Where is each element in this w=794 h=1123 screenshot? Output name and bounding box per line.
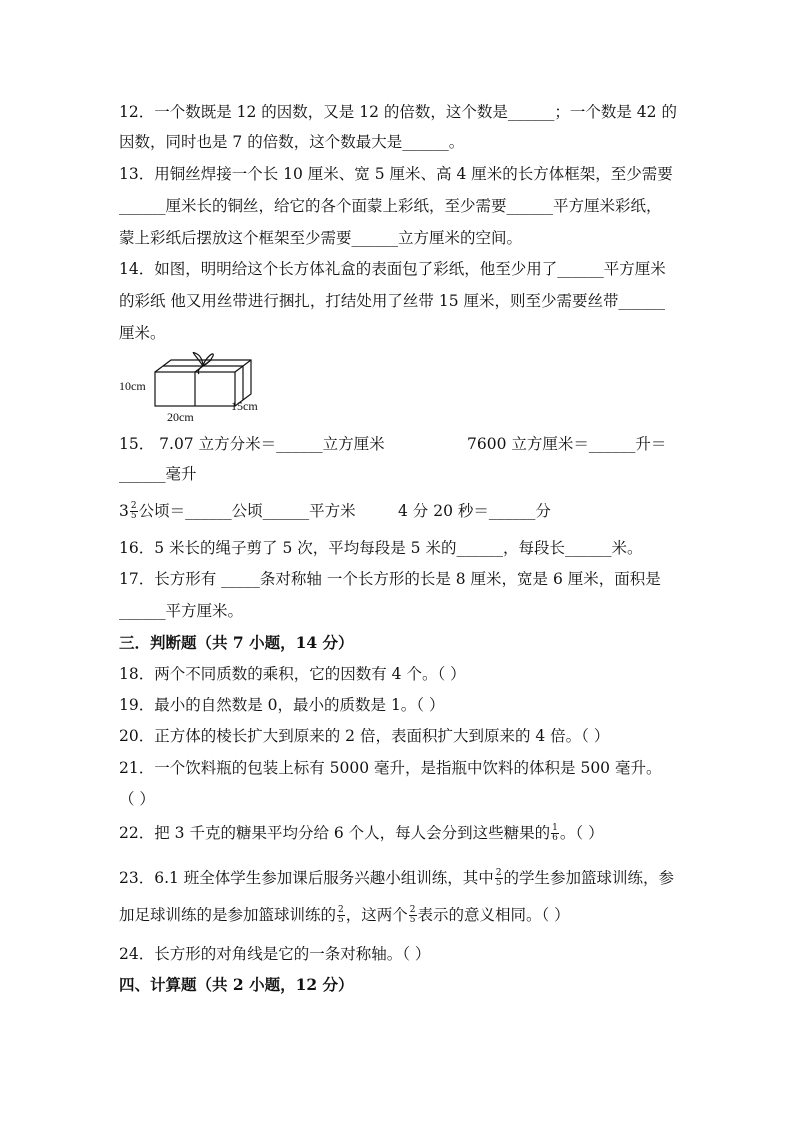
q18: 18．两个不同质数的乘积，它的因数有 4 个。（ ） [119,665,466,683]
q15-line1a: 15． 7.07 立方分米＝______立方厘米 [119,435,385,453]
q13-line2: ______厘米长的铜丝，给它的各个面蒙上彩纸，至少需要______平方厘米彩纸， [119,197,662,215]
q14-line2: 的彩纸 他又用丝带进行捆扎，打结处用了丝带 15 厘米，则至少需要丝带______ [119,292,666,310]
q13-line1: 13．用铜丝焊接一个长 10 厘米、宽 5 厘米、高 4 厘米的长方体框架，至少需要 [119,165,673,183]
q14-line1: 14．如图，明明给这个长方体礼盒的表面包了彩纸，他至少用了______平方厘米 [119,260,666,278]
q23-line1 [119,867,674,889]
q16: 16．5 米长的绳子剪了 5 次，平均每段是 5 米的______，每段长______米。 [119,539,643,557]
q23-fraction-1: $\frac{2}{5}$ [495,867,502,888]
q15-line2: ______毫升 [119,465,197,483]
q22-tail: 。（ ） [559,824,604,842]
q23-fraction-2: $\frac{2}{5}$ [338,904,344,925]
q21-line2: （ ） [119,790,155,808]
q23-line2-mid: ，这两个 [345,906,408,924]
figure-width-label: 15cm [231,399,258,413]
q22-text: 22．把 3 千克的糖果平均分给 6 个人，每人会分到这些糖果的 [119,824,551,842]
q15-line1b: 7600 立方厘米＝______升＝ [467,435,667,453]
q23-line2-text: 加足球训练的是参加篮球训练的 [119,906,337,924]
q17-line1: 17．长方形有 _____条对称轴 一个长方形的长是 8 厘米，宽是 6 厘米，面积是 [119,570,661,588]
q15-mixed-whole: 3 [119,502,129,520]
q15-fraction: $\frac{2}{5}$ [130,500,137,521]
q14-line3: 厘米。 [119,324,166,342]
q23-line2 [119,904,570,926]
section3-heading: 三．判断题（共 7 小题，14 分） [119,633,354,652]
q22 [119,822,604,844]
q21-line1: 21．一个饮料瓶的包装上标有 5000 毫升，是指瓶中饮料的体积是 500 毫升。 [119,759,662,777]
q24: 24．长方形的对角线是它的一条对称轴。（ ） [119,945,431,963]
figure-height-label: 10cm [119,379,146,393]
q23-line2-tail: 表示的意义相同。（ ） [417,906,570,924]
q17-line2: ______平方厘米。 [119,602,244,620]
q23-text-tail: 的学生参加篮球训练，参 [503,869,675,887]
q15-line3b: 4 分 20 秒＝______分 [398,502,551,520]
q12-line1: 12．一个数既是 12 的因数，又是 12 的倍数，这个数是______；一个数是 42 的 [119,103,677,121]
q15-line3-rest: 公顷＝______公顷______平方米 [138,502,356,520]
q23-fraction-3: $\frac{2}{5}$ [409,904,416,925]
section4-heading: 四、计算题（共 2 小题，12 分） [119,975,354,994]
figure-length-label: 20cm [167,410,194,424]
gift-box-figure [119,352,279,430]
q19: 19．最小的自然数是 0，最小的质数是 1。（ ） [119,696,445,714]
q20: 20．正方体的棱长扩大到原来的 2 倍，表面积扩大到原来的 4 倍。（ ） [119,727,610,745]
q13-line3: 蒙上彩纸后摆放这个框架至少需要______立方厘米的空间。 [119,229,523,247]
q15-line3a [119,500,356,522]
q22-fraction: $\frac{1}{6}$ [552,822,558,843]
q23-text: 23．6.1 班全体学生参加课后服务兴趣小组训练，其中 [119,869,494,887]
q12-line2: 因数，同时也是 7 的倍数，这个数最大是______。 [119,133,465,151]
